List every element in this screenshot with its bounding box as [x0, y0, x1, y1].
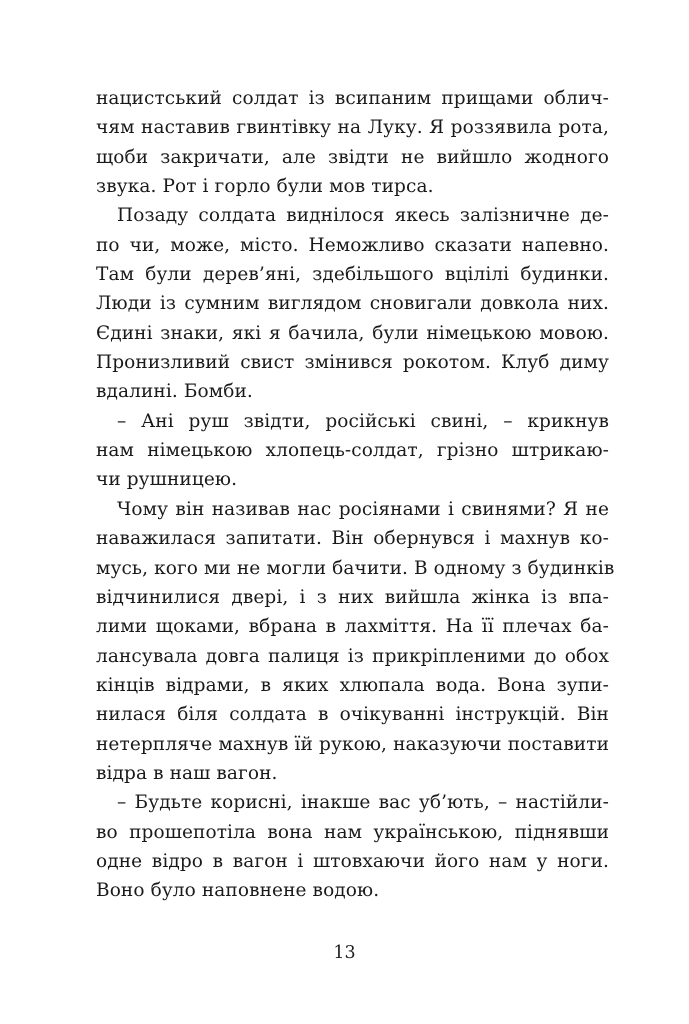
text-line: Люди із сумним виглядом сновигали довкола них.: [96, 293, 609, 315]
text-line: чи рушницею.: [96, 469, 238, 491]
text-line: Там були дерев’яні, здебільшого вцілілі будинки.: [96, 264, 609, 286]
text-line: Позаду солдата виднілося якесь залізничне де-: [117, 205, 609, 227]
text-line: нетерпляче махнув їй рукою, наказуючи поставити: [96, 733, 609, 755]
text-line: звука. Рот і горло були мов тирса.: [96, 176, 434, 198]
paragraph: [96, 495, 615, 788]
text-line: щоби закричати, але звідти не вийшло жодного: [96, 146, 609, 168]
text-line: мусь, кого ми не могли бачити. В одному з будинків: [96, 557, 615, 579]
text-line: нацистський солдат із всипаним прищами облич-: [96, 88, 609, 109]
text-line: відра в наш вагон.: [96, 762, 278, 784]
text-line: во прошепотіла вона нам українською, піднявши: [96, 821, 609, 843]
text-line: Єдині знаки, які я бачила, були німецькою мовою.: [96, 322, 609, 344]
text-line: по чи, може, місто. Неможливо сказати напевно.: [96, 234, 609, 256]
text-line: лансувала довга палиця із прикріпленими до обох: [96, 645, 609, 667]
text-line: – Будьте корисні, інакше вас уб’ють, – настійли-: [117, 792, 609, 814]
text-line: нам німецькою хлопець-солдат, грізно штрикаю-: [96, 440, 609, 462]
text-line: лими щоками, вбрана в лахміття. На її плечах ба-: [96, 616, 609, 638]
text-line: Чому він називав нас росіянами і свинями? Я не: [117, 498, 609, 520]
paragraph: [96, 84, 609, 201]
paragraph-dialogue: [96, 407, 609, 495]
body-text: [96, 84, 615, 906]
text-line: одне відро в вагон і штовхаючи його нам у ноги.: [96, 850, 609, 872]
text-line: вдалині. Бомби.: [96, 381, 253, 403]
page-number: 13: [333, 943, 356, 963]
text-line: наважилася запитати. Він обернувся і махнув ко-: [96, 528, 609, 550]
paragraph-dialogue: [96, 788, 609, 905]
text-line: нилася біля солдата в очікуванні інструкцій. Він: [96, 704, 609, 726]
text-line: відчинилися двері, і з них вийшла жінка із впа-: [96, 586, 609, 608]
text-line: – Ані руш звідти, російські свині, – крикнув: [117, 410, 609, 432]
paragraph: [96, 201, 609, 406]
text-line: чям наставив гвинтівку на Луку. Я роззявила рота,: [96, 117, 609, 139]
text-line: кінців відрами, в яких хлюпала вода. Вона зупи-: [96, 674, 609, 696]
text-line: Пронизливий свист змінився рокотом. Клуб диму: [96, 352, 609, 374]
text-line: Воно було наповнене водою.: [96, 880, 380, 902]
